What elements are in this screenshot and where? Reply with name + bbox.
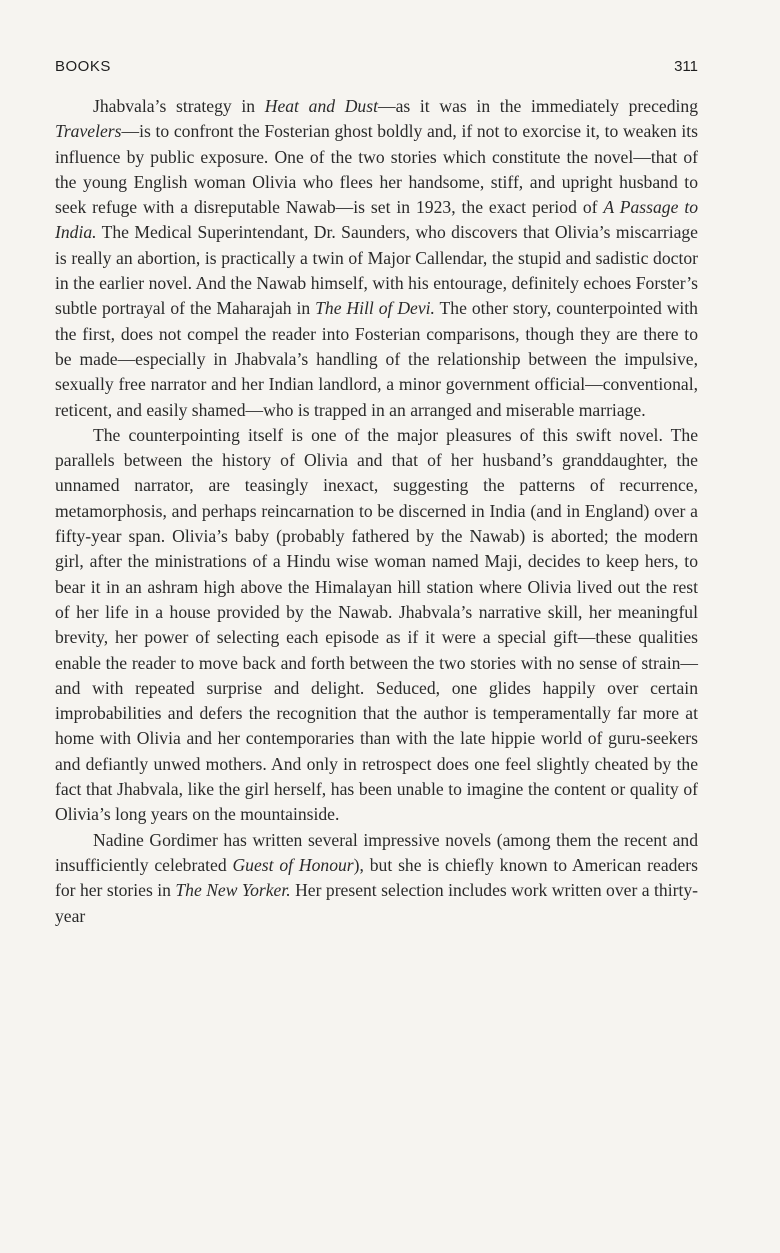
- text-run: —as it was in the immediately preceding: [377, 96, 698, 116]
- text-run: —is to confront the Fosterian ghost boldly and, if not to exorcise it, to weaken its influence by public exposure. One of the two stories which constitute the novel—that of the young English woman Olivia who flees her handsome, stiff, and upright husband to seek refuge with a disreputable Nawab—is set in 1923, the exact period of: [55, 121, 698, 218]
- text-run: Nadine Gordimer has written several impressive novels (among them the recent and insufficiently celebrated: [55, 829, 698, 875]
- paragraph-3: [55, 828, 698, 929]
- page-number: 311: [674, 58, 698, 75]
- italic-title: A Passage to India.: [55, 197, 698, 243]
- italic-title: The New Yorker.: [175, 880, 291, 901]
- text-run: The other story, counterpointed with the first, does not compel the reader into Fosterian comparisons, though they are there to be made—especially in Jhabvala’s handling of the relationship between the impulsive, sexually free narrator and her Indian landlord, a minor government official—conventional, reticent, and easily shamed—who is trapped in an arranged and miserable marriage.: [55, 298, 698, 420]
- text-run: ), but she is chiefly known to American readers for her stories in: [55, 854, 698, 901]
- running-head: [55, 58, 698, 75]
- paragraph-2: [55, 423, 698, 828]
- italic-title: The Hill of Devi.: [315, 298, 435, 319]
- text-run: Jhabvala’s strategy in: [93, 96, 265, 116]
- italic-title: Heat and Dust: [264, 96, 378, 116]
- text-run: The Medical Superintendant, Dr. Saunders, who discovers that Olivia’s miscarriage is really an abortion, is practically a twin of Major Callendar, the stupid and sadistic doctor in the earlier novel. And the Nawab himself, with his entourage, definitely echoes Forster’s subtle portrayal of the Maharajah in: [55, 222, 698, 319]
- text-run: Her present selection includes work written over a thirty-year: [55, 880, 698, 926]
- italic-title: Guest of Honour: [232, 854, 354, 875]
- paragraph-1: [55, 94, 698, 423]
- section-title: BOOKS: [55, 58, 111, 75]
- body-text: [55, 94, 698, 929]
- text-run: The counterpointing itself is one of the major pleasures of this swift novel. The parallels between the history of Olivia and that of her husband’s granddaughter, the unnamed narrator, are teasingly inexact, suggesting the patterns of recurrence, metamorphosis, and perhaps reincarnation to be discerned in India (and in England) over a fifty-year span. Olivia’s baby (probably fathered by the Nawab) is aborted; the modern girl, after the ministrations of a Hindu wise woman named Maji, decides to keep hers, to bear it in an ashram high above the Himalayan hill station where Olivia lived out the rest of her life in a house provided by the Nawab. Jhabvala’s narrative skill, her meaningful brevity, her power of selecting each episode as if it were a special gift—these qualities enable the reader to move back and forth between the two stories with no sense of strain—and with repeated surprise and delight. Seduced, one glides happily over certain improbabilities and defers the recognition that the author is temperamentally far more at home with Olivia and her contemporaries than with the late hippie world of guru-seekers and defiantly unwed mothers. And only in retrospect does one feel slightly cheated by the fact that Jhabvala, like the girl herself, has been unable to imagine the content or quality of Olivia’s long years on the mountainside.: [55, 424, 698, 825]
- italic-title: Travelers: [55, 121, 122, 142]
